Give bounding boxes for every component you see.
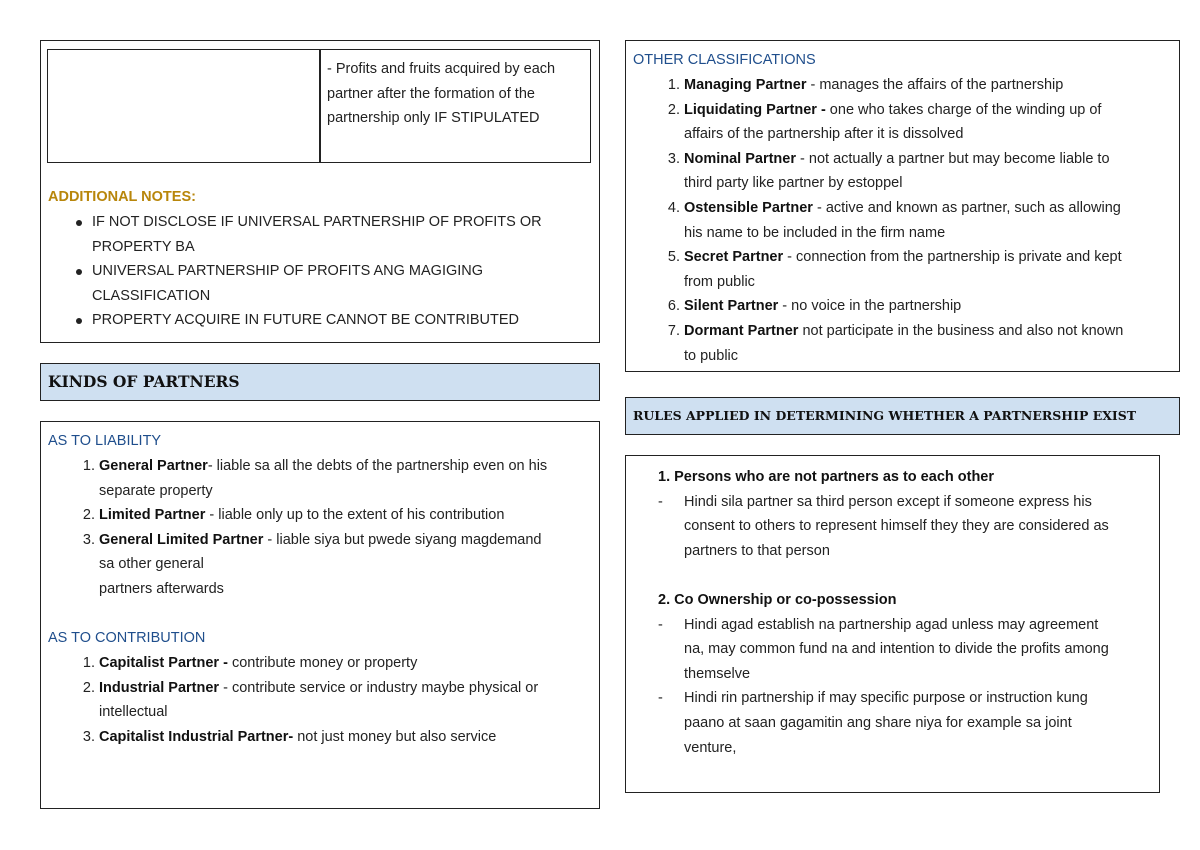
rule-2-title: 2. Co Ownership or co-possession <box>658 591 897 608</box>
other-classifications-list <box>640 73 1170 368</box>
note-item <box>48 210 593 259</box>
kinds-of-partners-title: KINDS OF PARTNERS <box>48 372 240 391</box>
liability-item: 1. General Partner- liable sa all the debts of the partnership even on his separate property <box>82 458 548 499</box>
classification-item: 3. Nominal Partner - not actually a partner but may become liable to third party like partner by estoppel <box>667 150 1110 192</box>
table-divider <box>319 50 321 162</box>
classification-item: 4. Ostensible Partner - active and known as partner, such as allowing his name to be included in the firm name <box>667 199 1121 241</box>
note-line: PROPERTY ACQUIRE IN FUTURE CANNOT BE CONTRIBUTED <box>92 312 519 329</box>
classification-item: 2. Liquidating Partner - one who takes charge of the winding up of affairs of the partnership after it is dissolved <box>667 101 1102 143</box>
contribution-heading: AS TO CONTRIBUTION <box>48 630 206 646</box>
contribution-list <box>55 651 595 749</box>
note-line: PROPERTY BA <box>92 238 195 255</box>
rule-2-point: - Hindi rin partnership if may specific purpose or instruction kung paano at saan gagamitin ang share niya for example sa joint venture, <box>658 690 1088 756</box>
left-bottom-box <box>40 421 600 809</box>
table-cell-line: partner after the formation of the <box>327 85 535 102</box>
bullet-icon <box>76 269 82 275</box>
liability-list <box>55 454 595 602</box>
other-classifications-box <box>625 40 1180 372</box>
contribution-item: 3. Capitalist Industrial Partner- not just money but also service <box>82 728 497 745</box>
note-item <box>48 259 593 308</box>
rule-1-point: - Hindi sila partner sa third person except if someone express his consent to others to represent himself they they are considered as partners to that person <box>658 493 1109 559</box>
table <box>47 49 591 163</box>
classification-item: 1. Managing Partner - manages the affairs of the partnership <box>667 77 1064 93</box>
classification-item: 6. Silent Partner - no voice in the partnership <box>667 298 962 315</box>
liability-heading: AS TO LIABILITY <box>48 433 162 449</box>
rules-box <box>625 455 1160 793</box>
bullet-icon <box>76 220 82 226</box>
note-line: UNIVERSAL PARTNERSHIP OF PROFITS ANG MAGIGING <box>92 263 484 280</box>
left-top-box <box>40 40 600 343</box>
rule-1-title: 1. Persons who are not partners as to each other <box>658 469 995 485</box>
kinds-of-partners-band <box>40 363 600 401</box>
spacer <box>636 563 1156 588</box>
contribution-item: 2. Industrial Partner - contribute service or industry maybe physical or intellectual <box>82 679 539 721</box>
rules-band <box>625 397 1180 435</box>
classification-item: 7. Dormant Partner not participate in the business and also not known to public <box>667 322 1124 364</box>
rules-title: RULES APPLIED IN DETERMINING WHETHER A PARTNERSHIP EXIST <box>633 408 1137 423</box>
additional-notes-heading: ADDITIONAL NOTES: <box>48 189 196 205</box>
note-item <box>48 308 593 333</box>
bullet-icon <box>76 318 82 324</box>
liability-item: 3. General Limited Partner - liable siya but pwede siyang magdemand sa other general partners afterwards <box>82 531 542 597</box>
other-classifications-heading: OTHER CLASSIFICATIONS <box>633 52 816 68</box>
classification-item: 5. Secret Partner - connection from the partnership is private and kept from public <box>667 249 1122 290</box>
note-line: IF NOT DISCLOSE IF UNIVERSAL PARTNERSHIP OF PROFITS OR <box>92 214 542 230</box>
table-cell-right <box>327 57 587 131</box>
rules-content <box>636 465 1156 760</box>
table-cell-line: partnership only IF STIPULATED <box>327 110 540 127</box>
table-cell-line: - Profits and fruits acquired by each <box>327 61 556 77</box>
liability-item: 2. Limited Partner - liable only up to the extent of his contribution <box>82 507 505 524</box>
rule-2-point: - Hindi agad establish na partnership agad unless may agreement na, may common fund na and intention to divide the profits among themselve <box>658 616 1109 682</box>
contribution-item: 1. Capitalist Partner - contribute money or property <box>82 655 418 671</box>
note-line: CLASSIFICATION <box>92 287 211 304</box>
notes-list <box>48 210 593 333</box>
